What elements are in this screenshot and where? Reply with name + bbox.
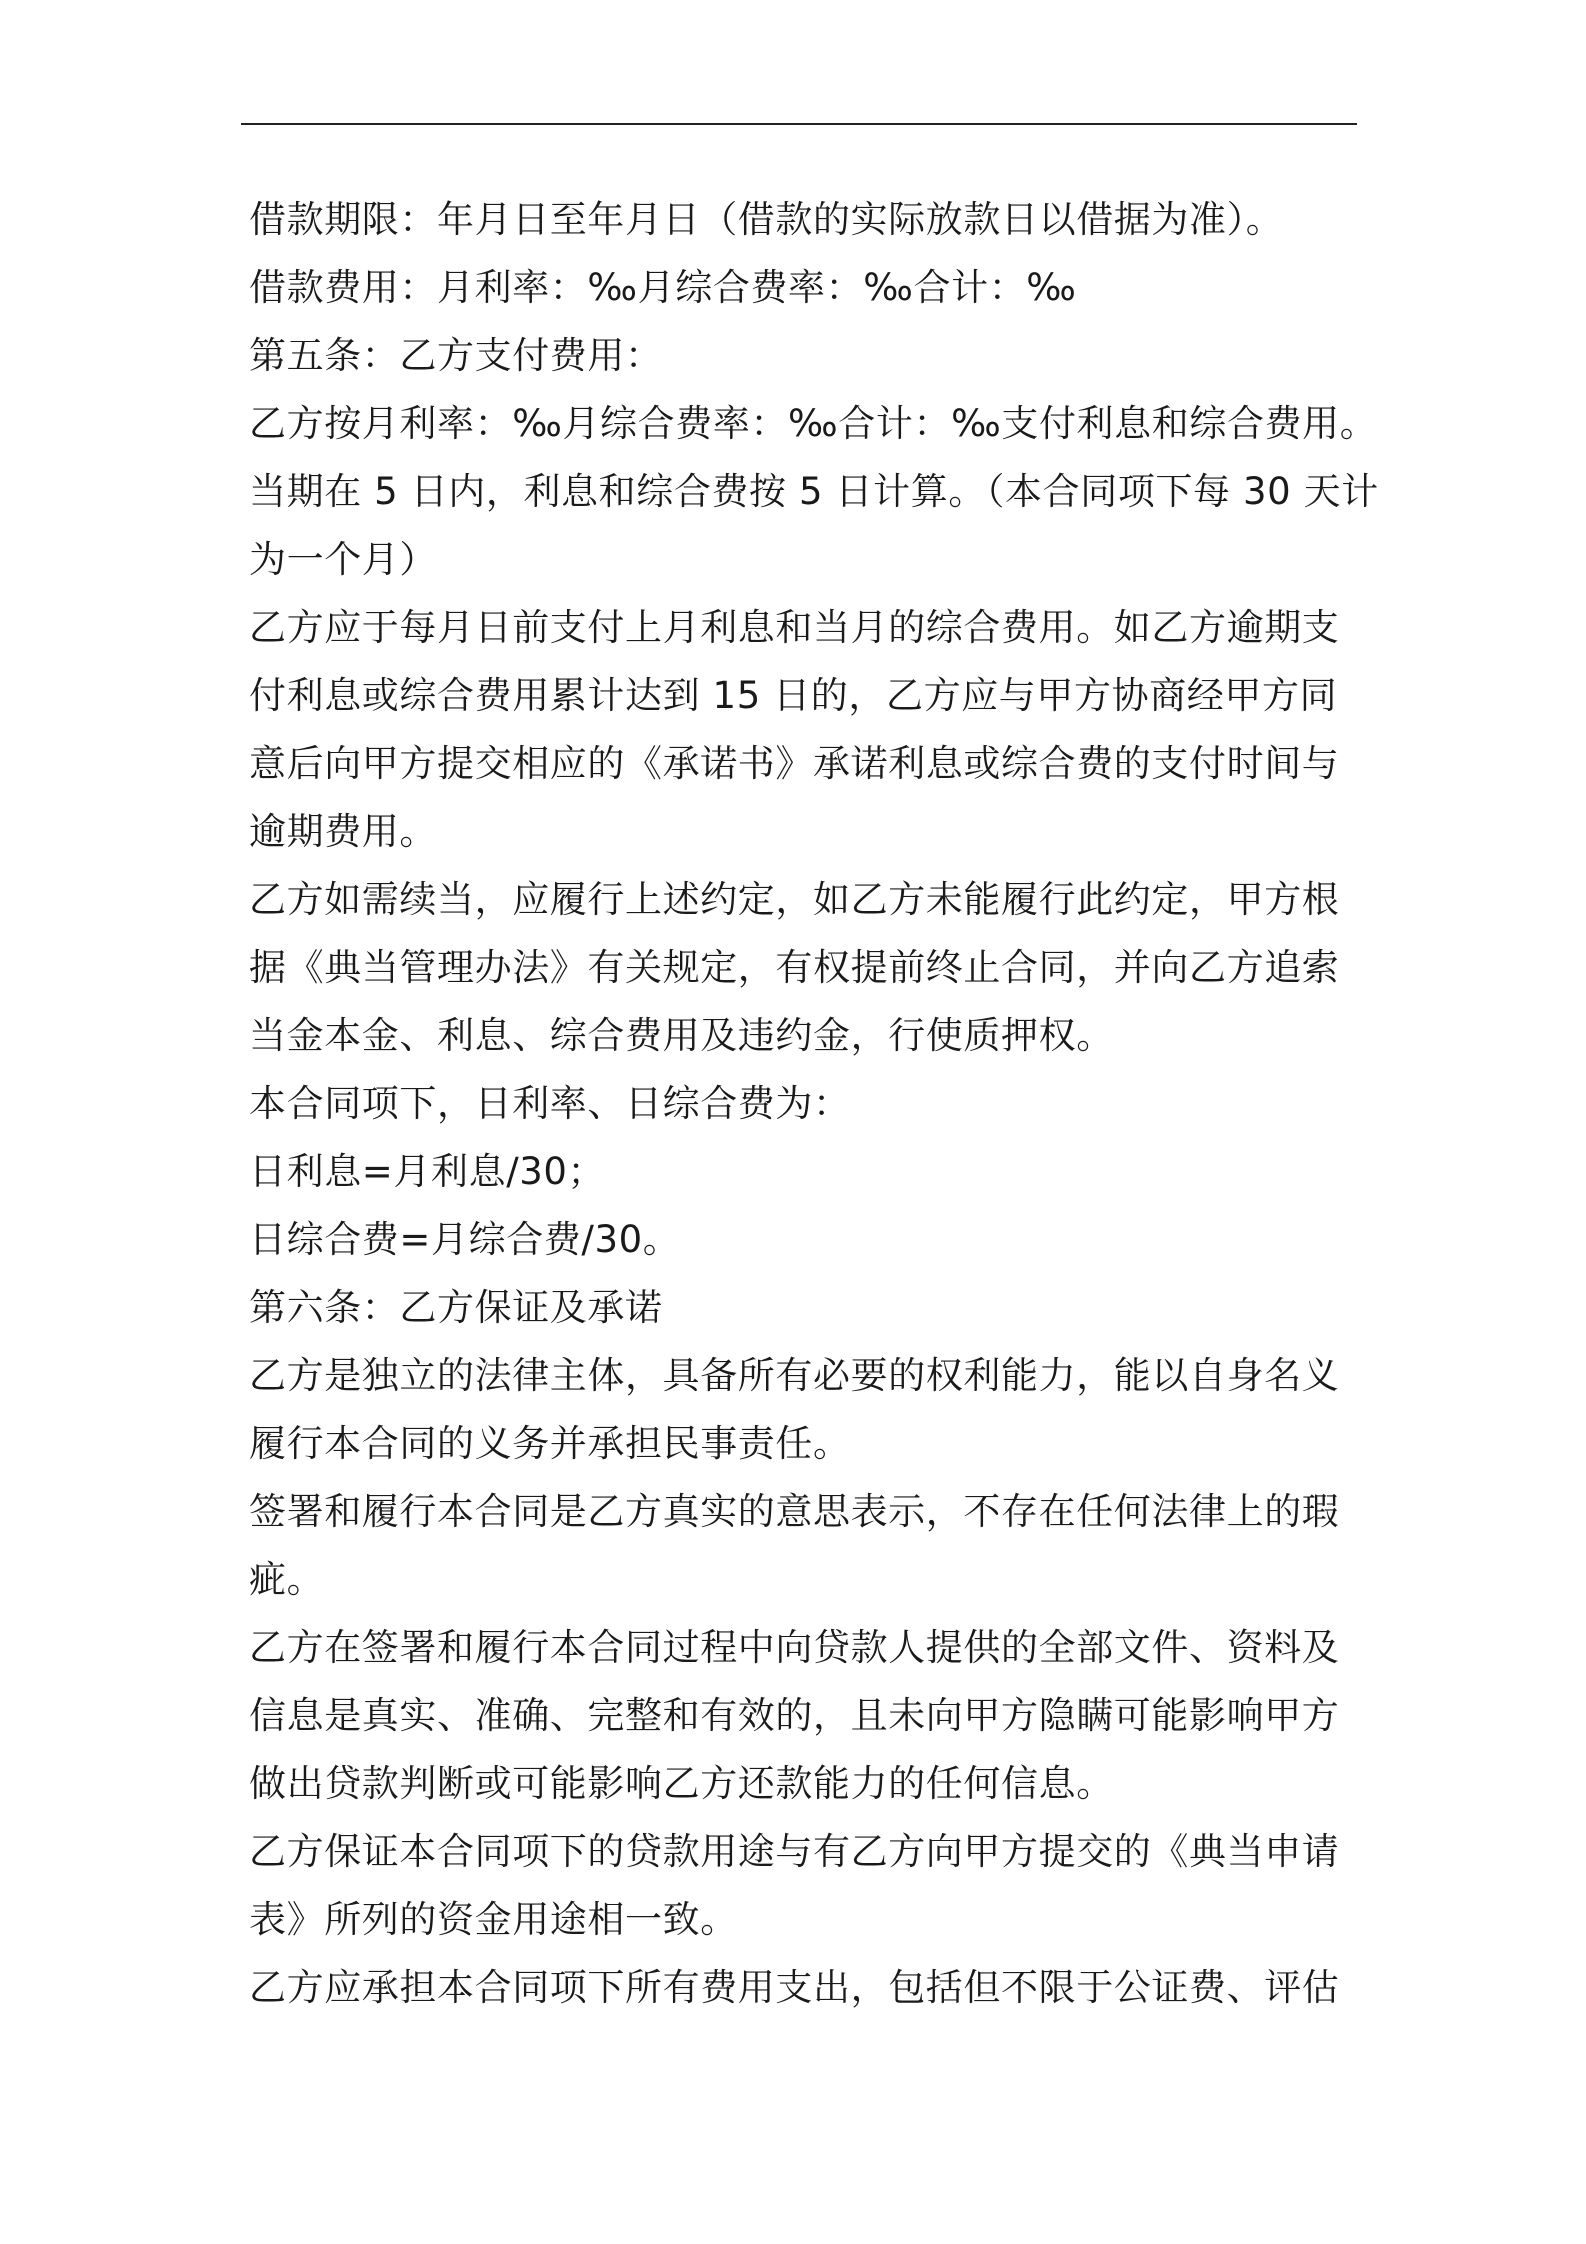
text-line: 借款费用：月利率：‰月综合费率：‰合计：‰ [249,266,1077,309]
text-line: 本合同项下，日利率、日综合费为： [249,1082,851,1125]
text-line: 做出贷款判断或可能影响乙方还款能力的任何信息。 [249,1762,1114,1805]
text-line: 乙方是独立的法律主体，具备所有必要的权利能力，能以自身名义 [249,1354,1340,1397]
text-line: 逾期费用。 [249,810,437,853]
text-line: 乙方在签署和履行本合同过程中向贷款人提供的全部文件、资料及 [249,1626,1340,1669]
text-line: 表》所列的资金用途相一致。 [249,1898,738,1941]
header-rule [241,123,1357,125]
text-line: 乙方保证本合同项下的贷款用途与有乙方向甲方提交的《典当申请 [249,1830,1340,1873]
text-line: 乙方如需续当，应履行上述约定，如乙方未能履行此约定，甲方根 [249,878,1340,921]
text-line: 乙方按月利率：‰月综合费率：‰合计：‰支付利息和综合费用。 [249,402,1378,445]
text-line: 乙方应于每月日前支付上月利息和当月的综合费用。如乙方逾期支 [249,606,1340,649]
section-heading: 第六条：乙方保证及承诺 [249,1286,663,1329]
text-line: 履行本合同的义务并承担民事责任。 [249,1422,851,1465]
text-line: 意后向甲方提交相应的《承诺书》承诺利息或综合费的支付时间与 [249,742,1340,785]
text-line: 疵。 [249,1558,325,1601]
text-line: 当金本金、利息、综合费用及违约金，行使质押权。 [249,1014,1114,1057]
text-line: 为一个月） [249,538,437,581]
text-line: 付利息或综合费用累计达到 15 日的，乙方应与甲方协商经甲方同 [249,674,1338,717]
formula-line: 日综合费=月综合费/30。 [249,1218,681,1261]
text-line: 当期在 5 日内，利息和综合费按 5 日计算。（本合同项下每 30 天计 [249,470,1379,513]
text-line: 据《典当管理办法》有关规定，有权提前终止合同，并向乙方追索 [249,946,1340,989]
document-body [249,186,1379,2022]
formula-line: 日利息=月利息/30； [249,1150,606,1193]
text-line: 信息是真实、准确、完整和有效的，且未向甲方隐瞒可能影响甲方 [249,1694,1340,1737]
text-line: 签署和履行本合同是乙方真实的意思表示，不存在任何法律上的瑕 [249,1490,1340,1533]
section-heading: 第五条：乙方支付费用： [249,334,663,377]
text-line: 乙方应承担本合同项下所有费用支出，包括但不限于公证费、评估 [249,1966,1340,2009]
text-line: 借款期限：年月日至年月日（借款的实际放款日以借据为准）。 [249,198,1284,241]
